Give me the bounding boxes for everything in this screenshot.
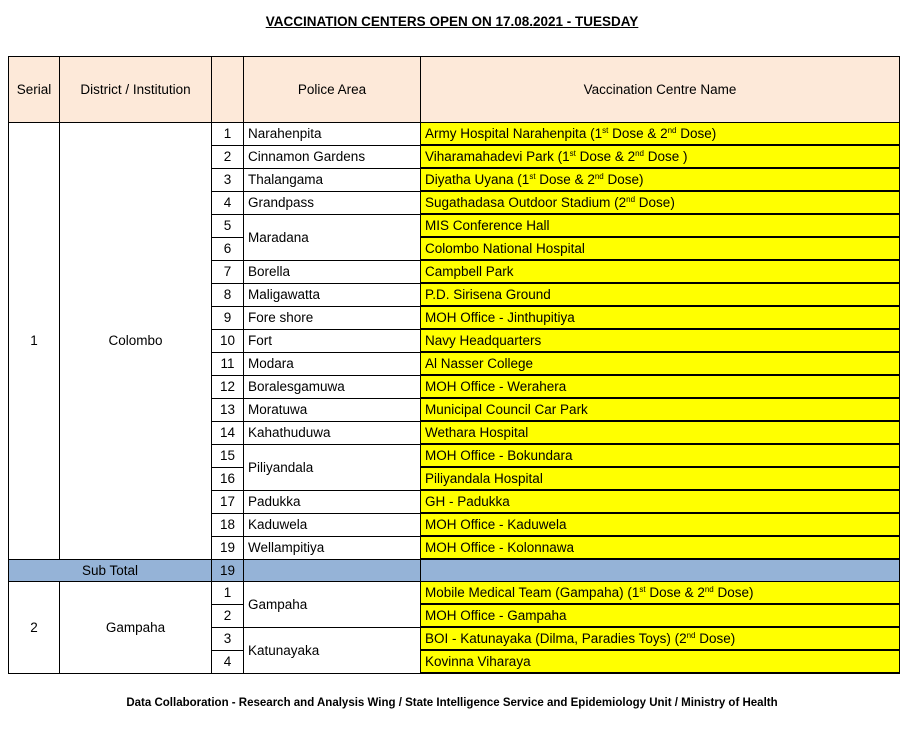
centre-name: Viharamahadevi Park (1st Dose & 2nd Dose ) xyxy=(421,145,900,168)
row-number: 8 xyxy=(212,283,244,306)
row-number: 15 xyxy=(212,444,244,467)
centre-name: Army Hospital Narahenpita (1st Dose & 2nd Dose) xyxy=(421,123,900,146)
police-area: Maligawatta xyxy=(244,283,421,306)
police-area: Piliyandala xyxy=(244,444,421,490)
page-title: VACCINATION CENTERS OPEN ON 17.08.2021 - TUESDAY xyxy=(265,14,639,29)
district-cell: Gampaha xyxy=(60,582,212,674)
centre-name: Campbell Park xyxy=(421,260,900,283)
row-number: 14 xyxy=(212,421,244,444)
row-number: 1 xyxy=(212,582,244,605)
table-row xyxy=(9,123,900,146)
row-number: 4 xyxy=(212,191,244,214)
row-number: 16 xyxy=(212,467,244,490)
row-number: 2 xyxy=(212,145,244,168)
police-area: Thalangama xyxy=(244,168,421,191)
row-number: 13 xyxy=(212,398,244,421)
row-number: 7 xyxy=(212,260,244,283)
police-area: Grandpass xyxy=(244,191,421,214)
row-number: 17 xyxy=(212,490,244,513)
row-number: 4 xyxy=(212,650,244,673)
police-area: Kahathuduwa xyxy=(244,421,421,444)
centre-name: MOH Office - Jinthupitiya xyxy=(421,306,900,329)
header-district: District / Institution xyxy=(60,57,212,123)
header-serial: Serial xyxy=(9,57,60,123)
row-number: 3 xyxy=(212,627,244,650)
police-area: Borella xyxy=(244,260,421,283)
police-area: Katunayaka xyxy=(244,627,421,673)
row-number: 11 xyxy=(212,352,244,375)
serial-cell: 1 xyxy=(9,123,60,560)
centre-name: Piliyandala Hospital xyxy=(421,467,900,490)
row-number: 2 xyxy=(212,604,244,627)
police-area: Cinnamon Gardens xyxy=(244,145,421,168)
header-number xyxy=(212,57,244,123)
centre-name: MOH Office - Gampaha xyxy=(421,604,900,627)
centre-name: Al Nasser College xyxy=(421,352,900,375)
police-area: Fort xyxy=(244,329,421,352)
police-area: Fore shore xyxy=(244,306,421,329)
police-area: Modara xyxy=(244,352,421,375)
police-area: Narahenpita xyxy=(244,123,421,146)
centre-name: Colombo National Hospital xyxy=(421,237,900,260)
table-row xyxy=(9,582,900,605)
centre-name: Kovinna Viharaya xyxy=(421,650,900,673)
police-area: Maradana xyxy=(244,214,421,260)
subtotal-row xyxy=(9,559,900,582)
row-number: 9 xyxy=(212,306,244,329)
row-number: 18 xyxy=(212,513,244,536)
centre-name: GH - Padukka xyxy=(421,490,900,513)
row-number: 12 xyxy=(212,375,244,398)
colombo-section xyxy=(9,123,900,582)
subtotal-empty xyxy=(244,559,421,582)
vaccination-centers-table xyxy=(8,56,900,674)
police-area: Boralesgamuwa xyxy=(244,375,421,398)
centre-name: Municipal Council Car Park xyxy=(421,398,900,421)
police-area: Wellampitiya xyxy=(244,536,421,559)
centre-name: MIS Conference Hall xyxy=(421,214,900,237)
centre-name: Sugathadasa Outdoor Stadium (2nd Dose) xyxy=(421,191,900,214)
centre-name: MOH Office - Kolonnawa xyxy=(421,536,900,559)
district-cell: Colombo xyxy=(60,123,212,560)
subtotal-value: 19 xyxy=(212,559,244,582)
subtotal-empty xyxy=(421,559,900,582)
serial-cell: 2 xyxy=(9,582,60,674)
row-number: 5 xyxy=(212,214,244,237)
footer-credits: Data Collaboration - Research and Analysis Wing / State Intelligence Service and Epidemiology Unit / Ministry of Health xyxy=(126,697,778,709)
row-number: 19 xyxy=(212,536,244,559)
centre-name: Mobile Medical Team (Gampaha) (1st Dose & 2nd Dose) xyxy=(421,582,900,605)
row-number: 1 xyxy=(212,123,244,146)
centre-name: MOH Office - Bokundara xyxy=(421,444,900,467)
header-centre: Vaccination Centre Name xyxy=(421,57,900,123)
row-number: 3 xyxy=(212,168,244,191)
subtotal-label: Sub Total xyxy=(9,559,212,582)
police-area: Gampaha xyxy=(244,582,421,628)
police-area: Moratuwa xyxy=(244,398,421,421)
centre-name: MOH Office - Werahera xyxy=(421,375,900,398)
header-police-area: Police Area xyxy=(244,57,421,123)
centre-name: BOI - Katunayaka (Dilma, Paradies Toys) (2nd Dose) xyxy=(421,627,900,650)
row-number: 6 xyxy=(212,237,244,260)
centre-name: Navy Headquarters xyxy=(421,329,900,352)
police-area: Padukka xyxy=(244,490,421,513)
gampaha-section xyxy=(9,582,900,674)
row-number: 10 xyxy=(212,329,244,352)
centre-name: MOH Office - Kaduwela xyxy=(421,513,900,536)
police-area: Kaduwela xyxy=(244,513,421,536)
centre-name: P.D. Sirisena Ground xyxy=(421,283,900,306)
centre-name: Wethara Hospital xyxy=(421,421,900,444)
header-row xyxy=(9,57,900,123)
centre-name: Diyatha Uyana (1st Dose & 2nd Dose) xyxy=(421,168,900,191)
